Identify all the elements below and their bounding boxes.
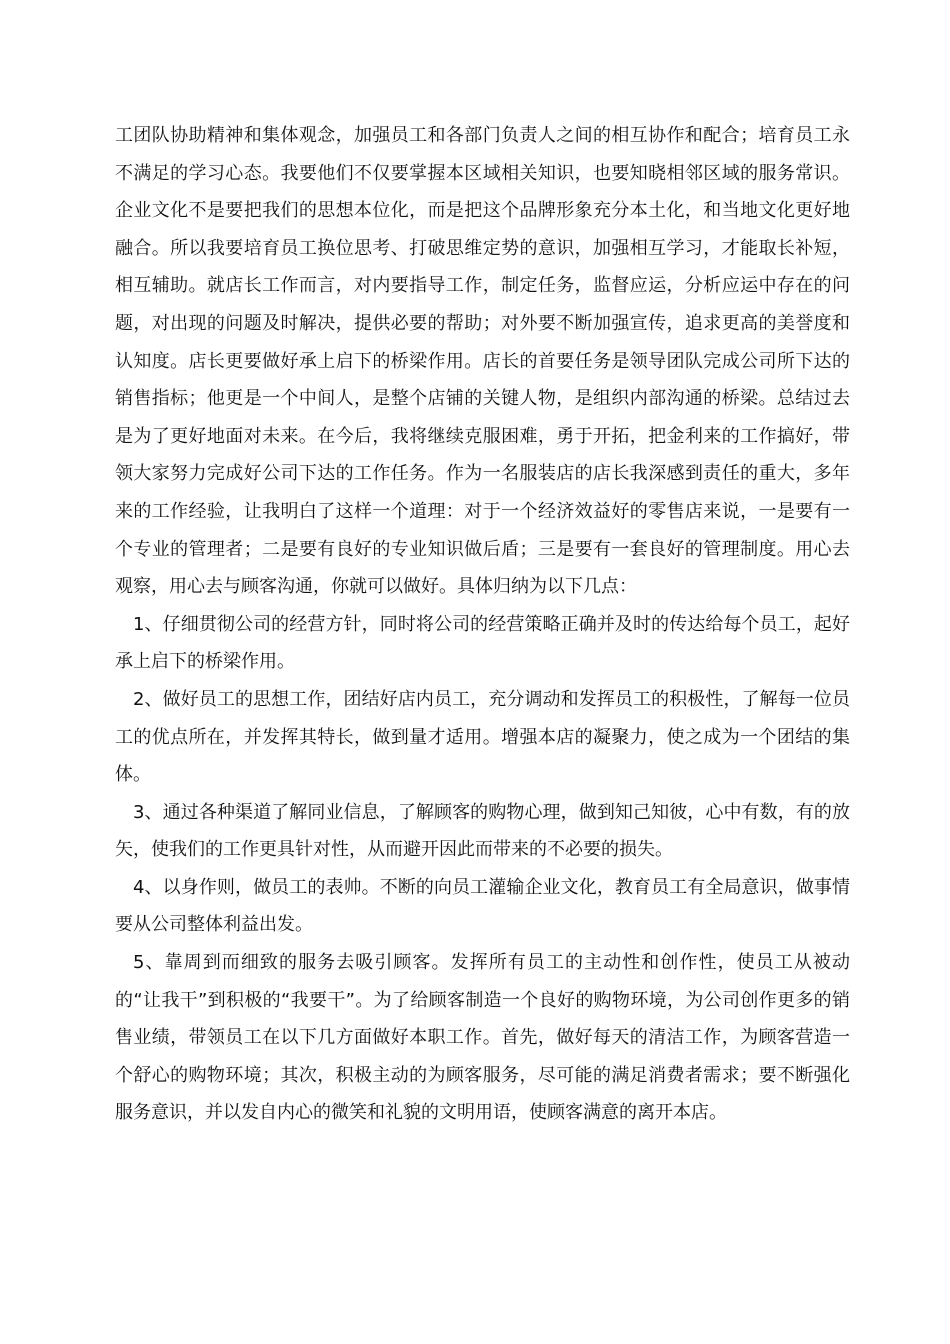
list-item-1: 1、仔细贯彻公司的经营方针，同时将公司的经营策略正确并及时的传达给每个员工，起好承上启下的桥梁作用。	[115, 613, 850, 673]
list-item-4: 4、以身作则，做员工的表帅。不断的向员工灌输企业文化，教育员工有全局意识，做事情要从公司整体利益出发。	[115, 876, 850, 936]
list-item-2: 2、做好员工的思想工作，团结好店内员工，充分调动和发挥员工的积极性，了解每一位员工的优点所在，并发挥其特长，做到量才适用。增强本店的凝聚力，使之成为一个团结的集体。	[115, 688, 850, 786]
document-body	[115, 117, 850, 1132]
body-paragraph: 工团队协助精神和集体观念，加强员工和各部门负责人之间的相互协作和配合；培育员工永不满足的学习心态。我要他们不仅要掌握本区域相关知识，也要知晓相邻区域的服务常识。企业文化不是要把我们的思想本位化，而是把这个品牌形象充分本土化，和当地文化更好地融合。所以我要培育员工换位思考、打破思维定势的意识，加强相互学习，才能取长补短，相互辅助。就店长工作而言，对内要指导工作，制定任务，监督应运，分析应运中存在的问题，对出现的问题及时解决，提供必要的帮助；对外要不断加强宣传，追求更高的美誉度和认知度。店长更要做好承上启下的桥梁作用。店长的首要任务是领导团队完成公司所下达的销售指标；他更是一个中间人，是整个店铺的关键人物，是组织内部沟通的桥梁。总结过去是为了更好地面对未来。在今后，我将继续克服困难，勇于开拓，把金利来的工作搞好，带领大家努力完成好公司下达的工作任务。作为一名服装店的店长我深感到责任的重大，多年来的工作经验，让我明白了这样一个道理：对于一个经济效益好的零售店来说，一是要有一个专业的管理者；二是要有良好的专业知识做后盾；三是要有一套良好的管理制度。用心去观察，用心去与顾客沟通，你就可以做好。具体归纳为以下几点：	[115, 125, 850, 598]
list-item-5: 5、靠周到而细致的服务去吸引顾客。发挥所有员工的主动性和创作性，使员工从被动的“让我干”到积极的“我要干”。为了给顾客制造一个良好的购物环境，为公司创作更多的销售业绩，带领员工在以下几方面做好本职工作。首先，做好每天的清洁工作，为顾客营造一个舒心的购物环境；其次，积极主动的为顾客服务，尽可能的满足消费者需求；要不断强化服务意识，并以发自内心的微笑和礼貌的文明用语，使顾客满意的离开本店。	[115, 952, 850, 1124]
list-item-3: 3、通过各种渠道了解同业信息，了解顾客的购物心理，做到知己知彼，心中有数，有的放矢，使我们的工作更具针对性，从而避开因此而带来的不必要的损失。	[115, 801, 850, 861]
